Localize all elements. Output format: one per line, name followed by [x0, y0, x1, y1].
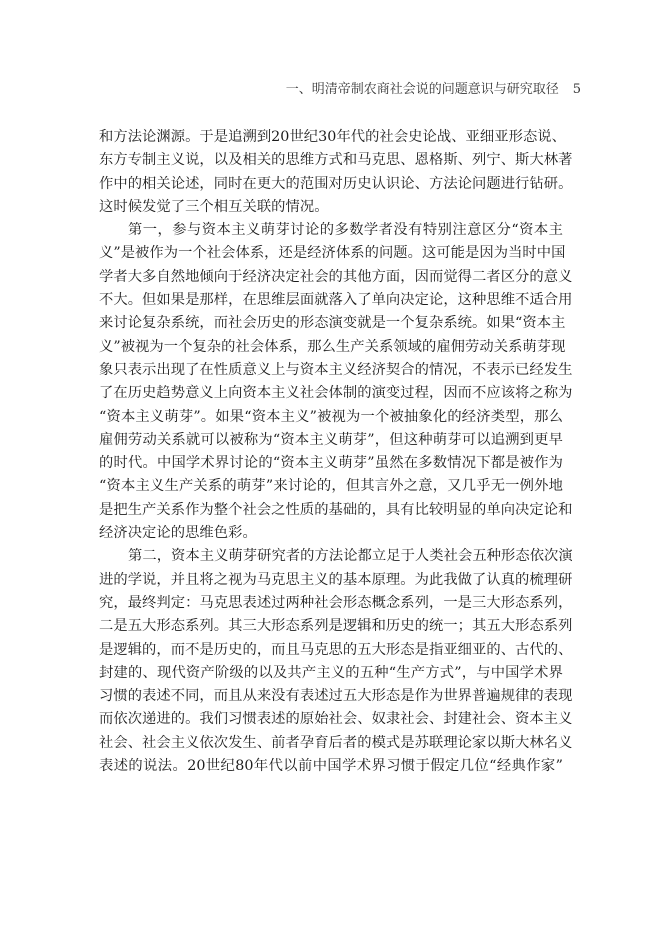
text-line: 这时候发觉了三个相互关联的情况。: [99, 198, 329, 215]
paragraph: [99, 545, 573, 778]
text-line: 的时代。中国学术界讨论的“资本主义萌芽”虽然在多数情况下都是被作为: [99, 455, 563, 472]
text-line: 经济决定论的思维色彩。: [99, 525, 257, 542]
running-title: 一、明清帝制农商社会说的问题意识与研究取径: [285, 82, 559, 97]
body-text: [99, 126, 573, 778]
text-line: 表述的说法。20世纪80年代以前中国学术界习惯于假定几位“经典作家”: [99, 758, 563, 775]
text-line: 是把生产关系作为整个社会之性质的基础的，具有比较明显的单向决定论和: [99, 501, 573, 518]
text-line: 学者大多自然地倾向于经济决定社会的其他方面，因而觉得二者区分的意义: [99, 268, 573, 285]
text-line: 不大。但如果是那样，在思维层面就落入了单向决定论，这种思维不适合用: [99, 292, 573, 309]
text-line: 了在历史趋势意义上向资本主义社会体制的演变过程，因而不应该将之称为: [99, 385, 573, 402]
text-line: 义”被视为一个复杂的社会体系，那么生产关系领域的雇佣劳动关系萌芽现: [99, 338, 566, 355]
text-line: 义”是被作为一个社会体系，还是经济体系的问题。这可能是因为当时中国: [99, 245, 566, 262]
running-header: [286, 78, 581, 97]
text-line: 是逻辑的，而不是历史的，而且马克思的五大形态是指亚细亚的、古代的、: [99, 641, 573, 658]
text-line: 第一，参与资本主义萌芽讨论的多数学者没有特别注意区分“资本主: [128, 222, 563, 239]
text-line: 究，最终判定：马克思表述过两种社会形态概念系列，一是三大形态系列，: [99, 594, 573, 611]
text-line: 东方专制主义说，以及相关的思维方式和马克思、恩格斯、列宁、斯大林著: [99, 152, 573, 169]
text-line: 社会、社会主义依次发生、前者孕育后者的模式是苏联理论家以斯大林名义: [99, 734, 573, 751]
text-line: 二是五大形态系列。其三大形态系列是逻辑和历史的统一；其五大形态系列: [99, 618, 573, 635]
text-line: 象只表示出现了在性质意义上与资本主义经济契合的情况，不表示已经发生: [99, 361, 573, 378]
text-line: 第二，资本主义萌芽研究者的方法论都立足于人类社会五种形态依次演: [128, 548, 573, 565]
paragraph: [99, 219, 573, 545]
text-line: 作中的相关论述，同时在更大的范围对历史认识论、方法论问题进行钻研。: [99, 175, 573, 192]
text-line: 进的学说，并且将之视为马克思主义的基本原理。为此我做了认真的梳理研: [99, 571, 573, 588]
text-line: 来讨论复杂系统，而社会历史的形态演变就是一个复杂系统。如果“资本主: [99, 315, 566, 332]
text-line: “资本主义生产关系的萌芽”来讨论的，但其言外之意，又几乎无一例外地: [99, 478, 563, 495]
page-number: 5: [572, 82, 581, 97]
paragraph: [99, 126, 573, 219]
text-line: 雇佣劳动关系就可以被称为“资本主义萌芽”，但这种萌芽可以追溯到更早: [99, 431, 563, 448]
text-line: “资本主义萌芽”。如果“资本主义”被视为一个被抽象化的经济类型，那么: [99, 408, 563, 425]
text-line: 封建的、现代资产阶级的以及共产主义的五种“生产方式”，与中国学术界: [99, 664, 563, 681]
text-line: 和方法论渊源。于是追溯到20世纪30年代的社会史论战、亚细亚形态说、: [99, 129, 566, 145]
text-line: 习惯的表述不同，而且从来没有表述过五大形态是作为世界普遍规律的表现: [99, 688, 573, 705]
text-line: 而依次递进的。我们习惯表述的原始社会、奴隶社会、封建社会、资本主义: [99, 711, 573, 728]
